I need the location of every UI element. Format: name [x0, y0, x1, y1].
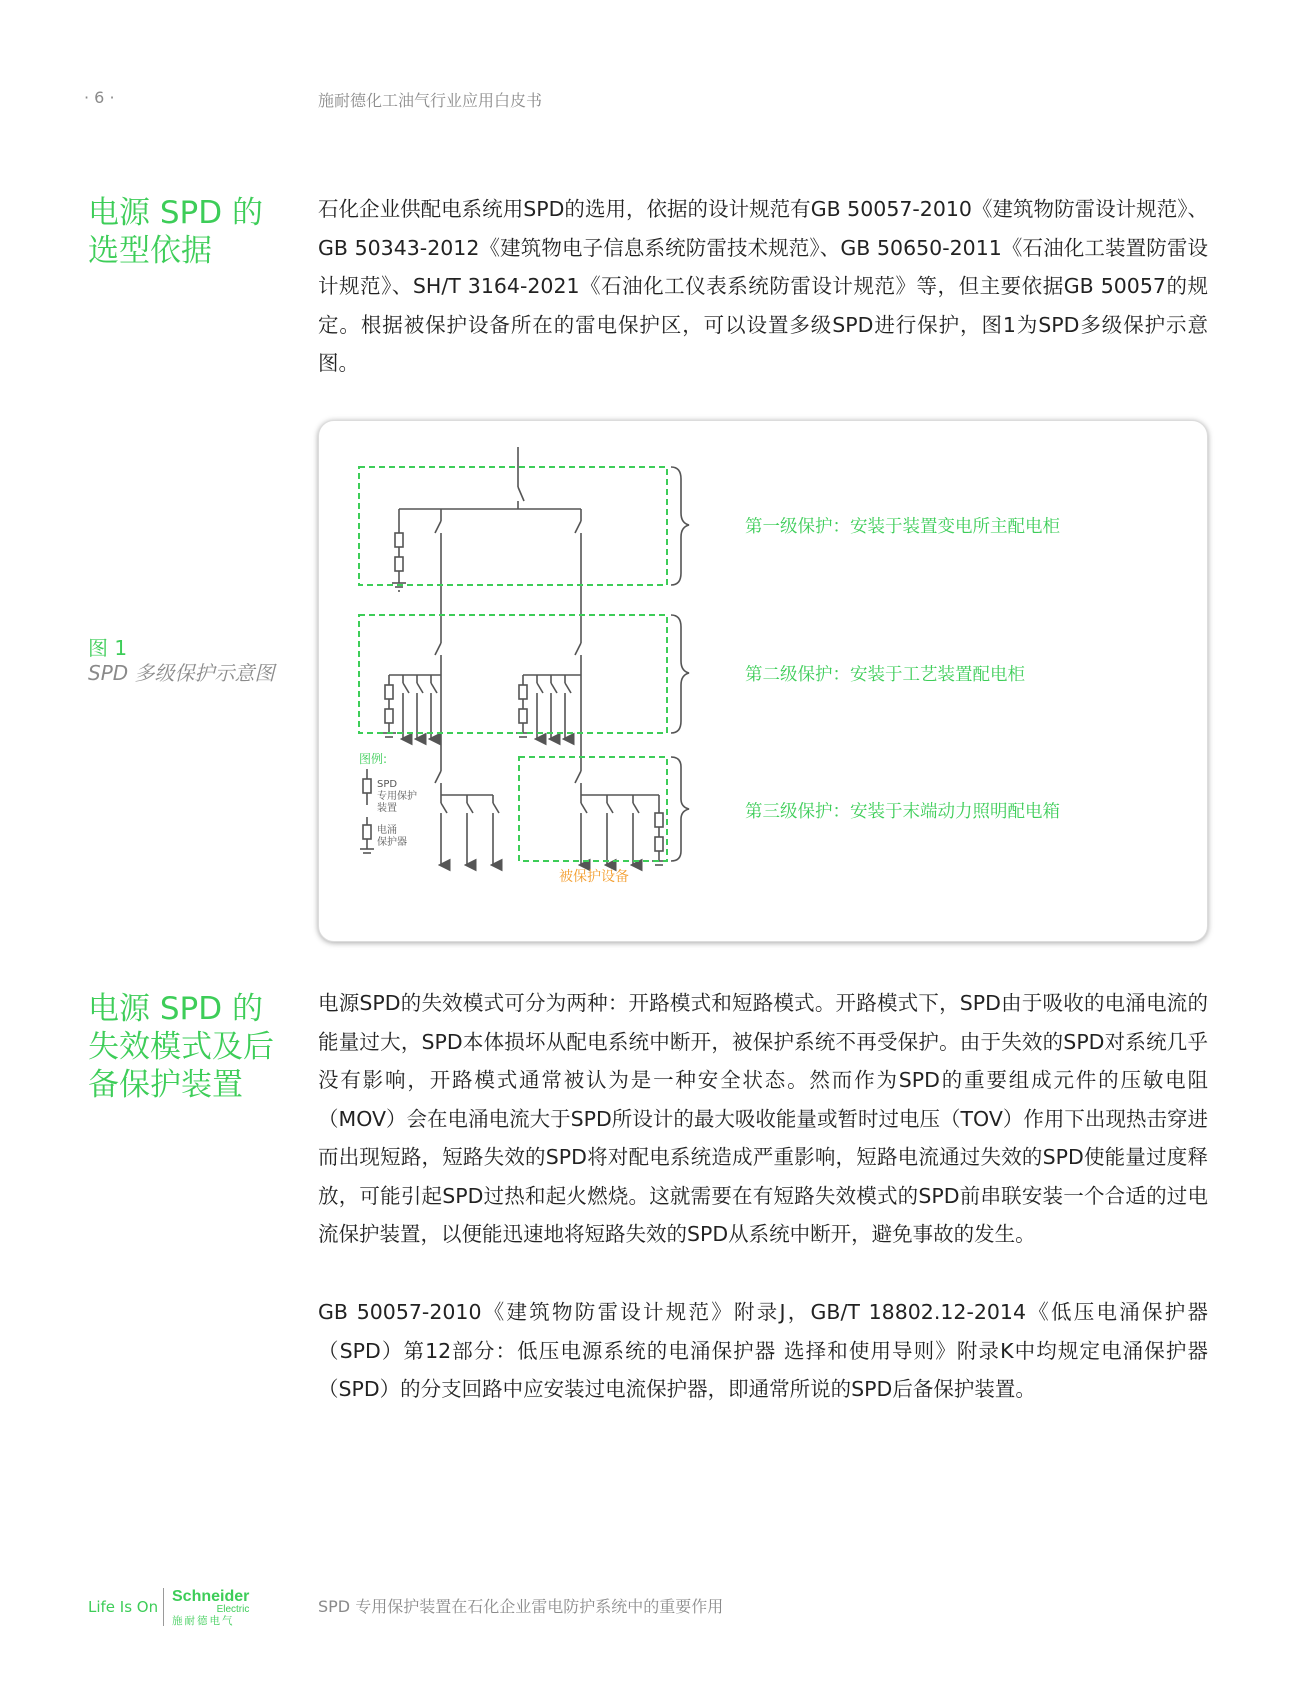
surge-protector-l1 [395, 557, 403, 571]
level3-label: 第三级保护：安装于末端动力照明配电箱 [745, 802, 1060, 822]
section2-paragraph1: 电源SPD的失效模式可分为两种：开路模式和短路模式。开路模式下，SPD由于吸收的电涌电流的能量过大，SPD本体损坏从配电系统中断开，被保护系统不再受保护。由于失效的SPD对系统几乎没有影响，开路模式通常被认为是一种安全状态。然而作为SPD的重要组成元件的压敏电阻（MOV）会在电涌电流大于SPD所设计的最大吸收能量或暂时过电压（TOV）作用下出现热击穿进而出现短路，短路失效的SPD将对配电系统造成严重影响，短路电流通过失效的SPD使能量过度释放，可能引起SPD过热和起火燃烧。这就需要在有短路失效模式的SPD前串联安装一个合适的过电流保护装置，以便能迅速地将短路失效的SPD从系统中断开，避免事故的发生。 [318, 991, 1208, 1246]
schneider-logo [172, 1588, 249, 1627]
life-is-on-slogan: Life Is On [88, 1598, 159, 1616]
legend-spd-line3: 装置 [377, 803, 397, 814]
legend-spd-symbol [363, 779, 371, 793]
legend-surge-line1: 电涌 [377, 825, 397, 836]
figure1-caption-label: 图 1 [88, 636, 128, 660]
legend-surge-symbol [363, 825, 371, 839]
legend-title: 图例: [359, 752, 388, 766]
legend-surge-line2: 保护器 [377, 837, 407, 848]
section2-title: 电源 SPD 的失效模式及后备保护装置 [88, 991, 274, 1103]
figure1-caption [88, 636, 278, 686]
zone-level2 [359, 615, 667, 733]
logo-divider [163, 1588, 164, 1626]
zone-level3 [519, 757, 667, 861]
legend-spd-line1: SPD [377, 779, 398, 790]
brand-name: Schneider [172, 1588, 250, 1605]
level1-label: 第一级保护：安装于装置变电所主配电柜 [745, 517, 1060, 537]
brace-level1 [671, 467, 689, 585]
figure1-diagram [318, 420, 1208, 942]
brand-electric: Electric [216, 1604, 250, 1615]
level2-label: 第二级保护：安装于工艺装置配电柜 [745, 665, 1025, 685]
brace-level2 [671, 615, 689, 733]
zone-level1 [359, 467, 667, 585]
brace-level3 [671, 757, 689, 861]
brand-cn: 施耐德电气 [172, 1615, 235, 1627]
figure1-caption-text: SPD 多级保护示意图 [88, 661, 275, 685]
protected-equipment-label: 被保护设备 [559, 869, 629, 885]
section1-title: 电源 SPD 的选型依据 [88, 195, 263, 269]
spd-device-l1 [395, 533, 403, 547]
page-number: · 6 · [84, 88, 115, 107]
section2-paragraph2: GB 50057-2010《建筑物防雷设计规范》附录J，GB/T 18802.12-2014《低压电涌保护器（SPD）第12部分：低压电源系统的电涌保护器 选择和使用导则》附录K中均规定电涌保护器（SPD）的分支回路中应安装过电流保护器，即通常所说的SPD后备保护装置。 [318, 1300, 1208, 1401]
section1-paragraph: 石化企业供配电系统用SPD的选用，依据的设计规范有GB 50057-2010《建筑物防雷设计规范》、GB 50343-2012《建筑物电子信息系统防雷技术规范》、GB 50650-2011《石油化工装置防雷设计规范》、SH/T 3164-2021《石油化工仪表系统防雷设计规范》等，但主要依据GB 50057的规定。根据被保护设备所在的雷电保护区，可以设置多级SPD进行保护，图1为SPD多级保护示意图。 [318, 197, 1208, 375]
document-title: 施耐德化工油气行业应用白皮书 [318, 91, 543, 110]
legend-spd-line2: 专用保护 [377, 791, 417, 802]
footer-tagline: SPD 专用保护装置在石化企业雷电防护系统中的重要作用 [318, 1597, 724, 1616]
